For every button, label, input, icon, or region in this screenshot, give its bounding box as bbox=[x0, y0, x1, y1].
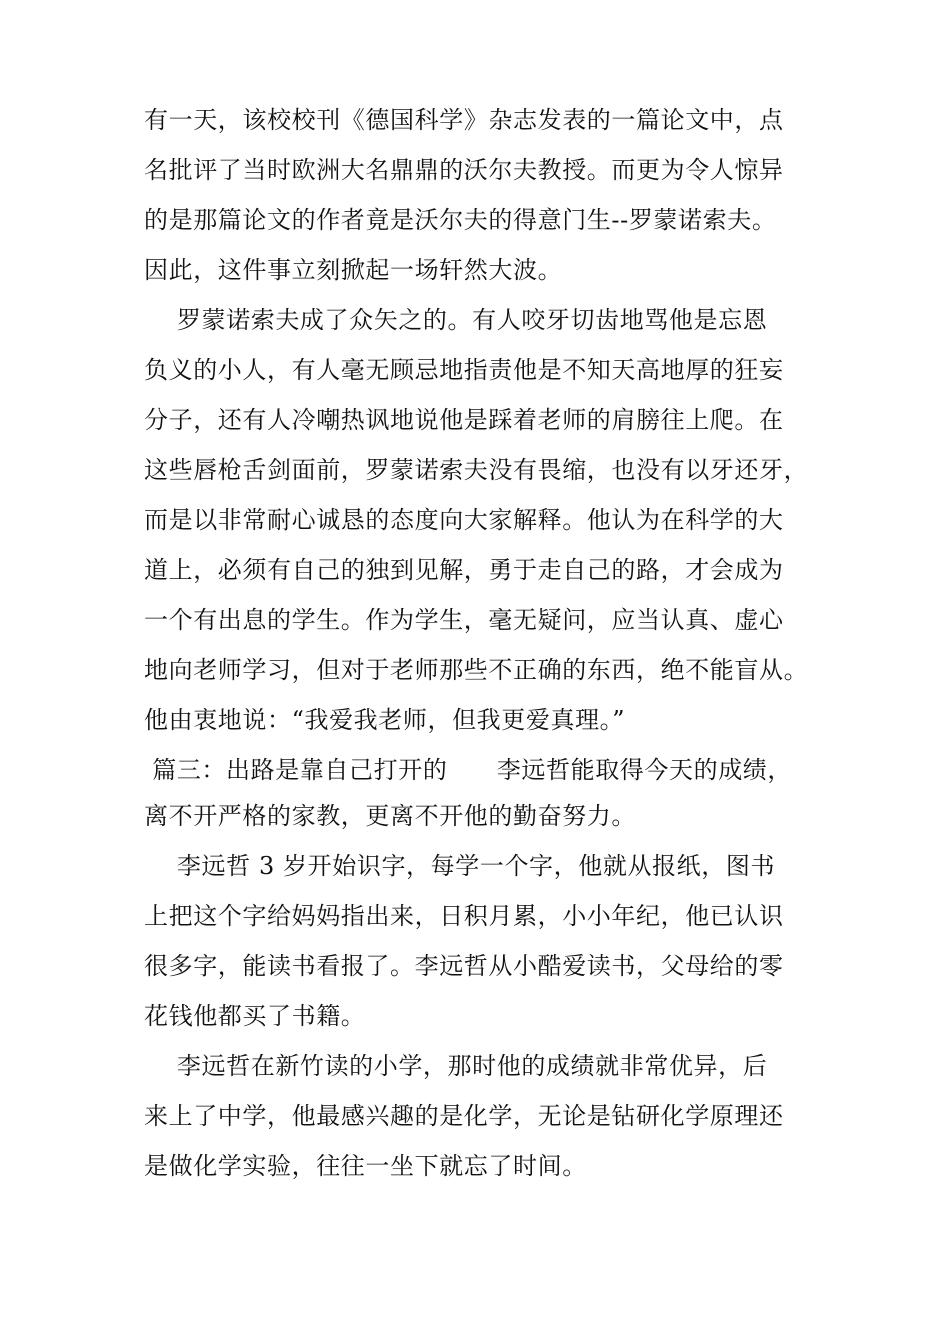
text-line: 来上了中学，他最感兴趣的是化学，无论是钻研化学原理还 bbox=[144, 1102, 784, 1130]
text-line: 是做化学实验，往往一坐下就忘了时间。 bbox=[144, 1152, 587, 1180]
text-line: 有一天，该校校刊《德国科学》杂志发表的一篇论文中，点 bbox=[144, 106, 784, 134]
text-line: 名批评了当时欧洲大名鼎鼎的沃尔夫教授。而更为令人惊异 bbox=[144, 156, 784, 184]
text-line: 离不开严格的家教，更离不开他的勤奋努力。 bbox=[144, 802, 636, 830]
text-line: 这些唇枪舌剑面前，罗蒙诺索夫没有畏缩，也没有以牙还牙， bbox=[144, 456, 809, 484]
text-line: 上把这个字给妈妈指出来，日积月累，小小年纪，他已认识 bbox=[144, 902, 784, 930]
text-line: 因此，这件事立刻掀起一场轩然大波。 bbox=[144, 256, 563, 284]
text-line: 负义的小人，有人毫无顾忌地指责他是不知天高地厚的狂妄 bbox=[144, 356, 784, 384]
text-line: 李远哲 3 岁开始识字，每学一个字，他就从报纸，图书 bbox=[144, 852, 776, 880]
text-line: 而是以非常耐心诚恳的态度向大家解释。他认为在科学的大 bbox=[144, 506, 784, 534]
text-line: 道上，必须有自己的独到见解，勇于走自己的路，才会成为 bbox=[144, 556, 784, 584]
section-heading-line: 篇三：出路是靠自己打开的 李远哲能取得今天的成绩， bbox=[144, 756, 793, 784]
text-line: 很多字，能读书看报了。李远哲从小酷爱读书，父母给的零 bbox=[144, 952, 784, 980]
text-line: 李远哲在新竹读的小学，那时他的成绩就非常优异，后 bbox=[144, 1052, 768, 1080]
text-line: 的是那篇论文的作者竟是沃尔夫的得意门生--罗蒙诺索夫。 bbox=[144, 206, 777, 234]
text-line: 罗蒙诺索夫成了众矢之的。有人咬牙切齿地骂他是忘恩 bbox=[144, 306, 768, 334]
text-line: 花钱他都买了书籍。 bbox=[144, 1002, 366, 1030]
text-line: 一个有出息的学生。作为学生，毫无疑问，应当认真、虚心 bbox=[144, 606, 784, 634]
text-line: 地向老师学习，但对于老师那些不正确的东西，绝不能盲从。 bbox=[144, 656, 809, 684]
text-line: 分子，还有人冷嘲热讽地说他是踩着老师的肩膀往上爬。在 bbox=[144, 406, 784, 434]
text-line: 他由衷地说：“我爱我老师，但我更爱真理。” bbox=[144, 706, 626, 734]
